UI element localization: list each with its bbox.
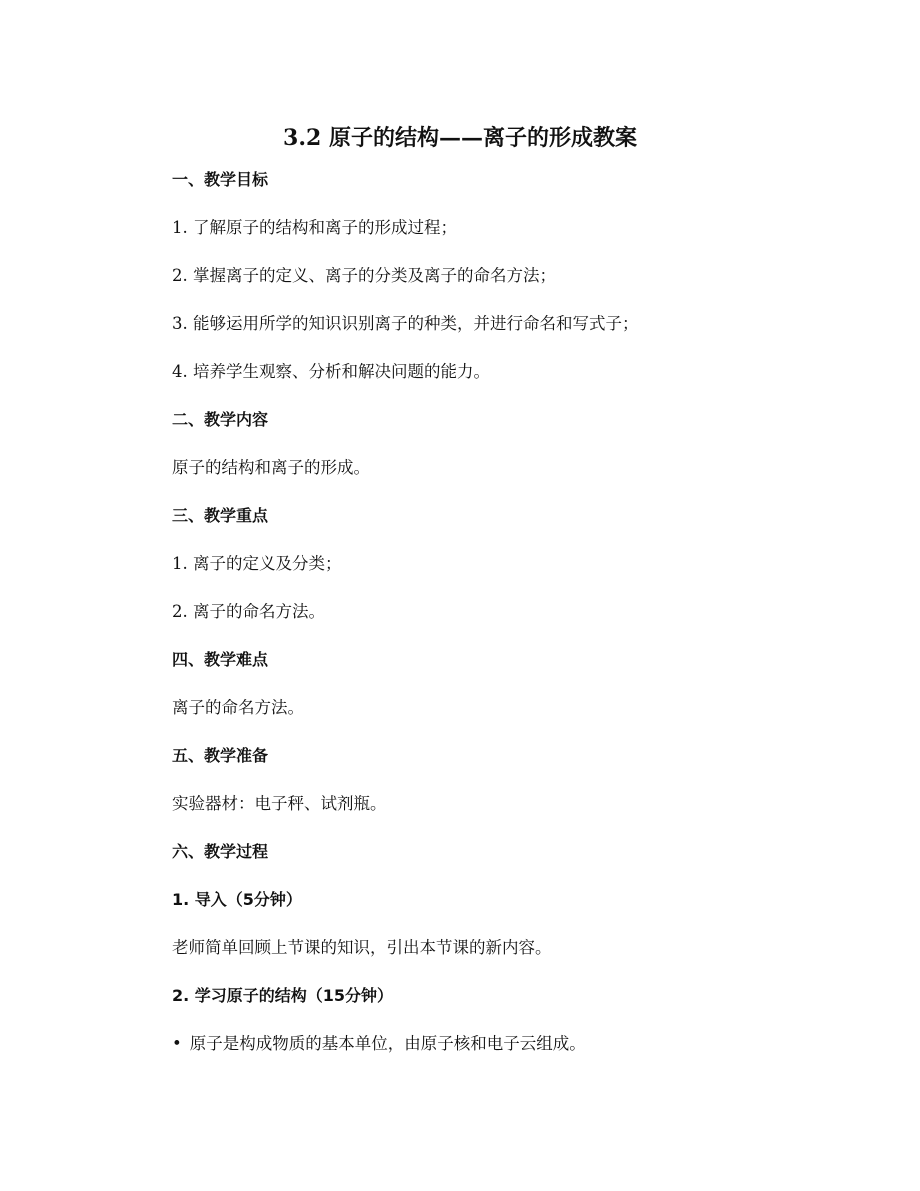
document-title: 3.2 原子的结构——离子的形成教案 [283,125,637,151]
section-heading: 2. 学习原子的结构（15分钟） [172,986,394,1005]
paragraph: 2. 离子的命名方法。 [172,602,325,621]
paragraph: 3. 能够运用所学的知识识别离子的种类，并进行命名和写式子； [172,314,639,333]
section-heading: 六、教学过程 [172,842,269,861]
paragraph: 2. 掌握离子的定义、离子的分类及离子的命名方法； [172,266,556,285]
paragraph: 1. 了解原子的结构和离子的形成过程； [172,218,457,237]
section-heading: 一、教学目标 [172,170,269,189]
section-heading: 1. 导入（5分钟） [172,890,302,909]
paragraph: 原子的结构和离子的形成。 [172,458,370,477]
paragraph: 老师简单回顾上节课的知识，引出本节课的新内容。 [172,938,552,957]
paragraph: 实验器材：电子秤、试剂瓶。 [172,794,387,813]
section-heading: 五、教学准备 [172,746,269,765]
section-heading: 四、教学难点 [172,650,269,669]
bullet-item: • 原子是构成物质的基本单位，由原子核和电子云组成。 [172,1032,586,1056]
paragraph: 1. 离子的定义及分类； [172,554,342,573]
section-heading: 三、教学重点 [172,506,269,525]
paragraph: 离子的命名方法。 [172,698,304,717]
section-heading: 二、教学内容 [172,410,269,429]
paragraph: 4. 培养学生观察、分析和解决问题的能力。 [172,362,490,381]
